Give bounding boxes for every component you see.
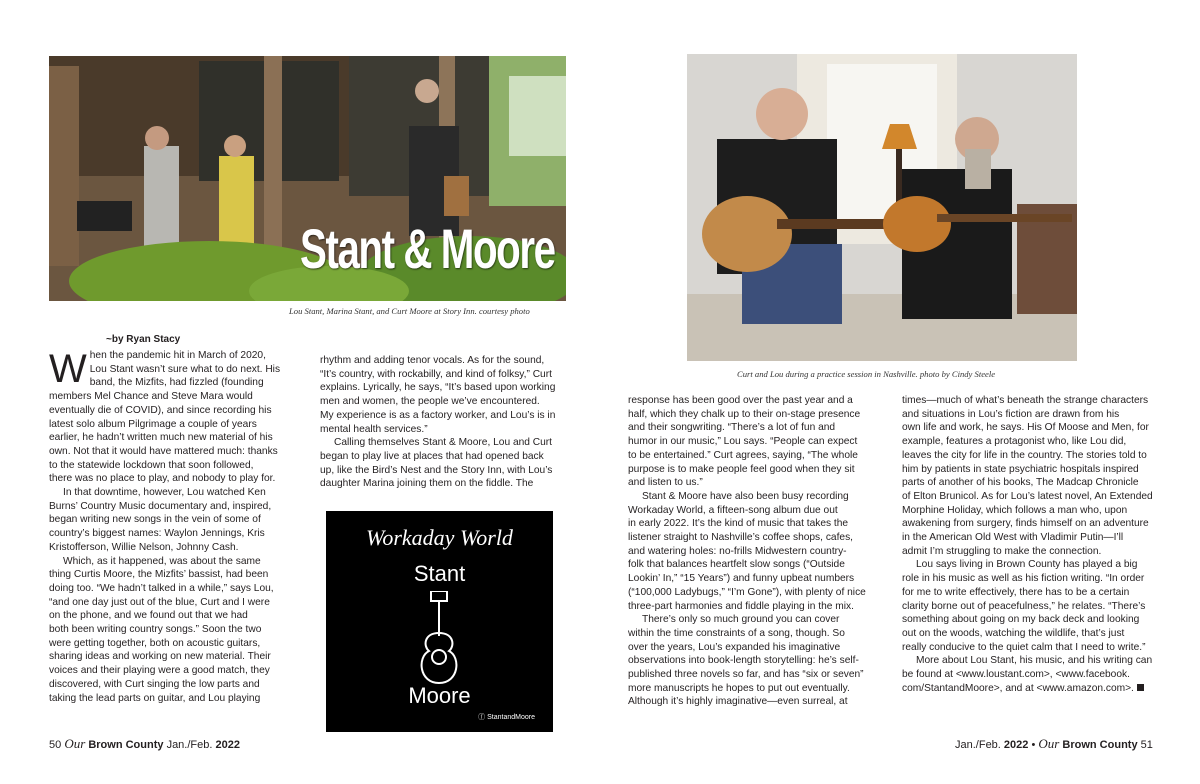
text-line: and watering holes: no-frills Midwestern country- bbox=[628, 545, 847, 557]
text-line: voices and their playing were a good match, they bbox=[49, 665, 270, 677]
text-line: doing too. “We hadn’t talked in a while,” says Lou, bbox=[49, 582, 274, 594]
text-line: thing Curtis Moore, the Mizfits’ bassist, had been bbox=[49, 569, 269, 581]
text-line: half, which they chalk up to their on-stage presence bbox=[628, 408, 861, 420]
magazine-brand-script: Our bbox=[64, 736, 86, 751]
page-number: 50 bbox=[49, 739, 62, 751]
text-line: explains. Lyrically, he says, “It’s based upon working bbox=[320, 382, 556, 394]
text-line: mental health services.” bbox=[320, 423, 428, 435]
text-line: Workaday World, a fifteen-song album due out bbox=[628, 504, 838, 516]
text-line: hen the pandemic hit in March of 2020, bbox=[89, 350, 266, 361]
text-line: “and one day just out of the blue, Curt and I were bbox=[49, 596, 270, 608]
text-line: Although it’s highly imaginative—even surreal, at bbox=[628, 696, 848, 708]
text-line: country’s biggest names: Waylon Jennings, Kris bbox=[49, 528, 265, 540]
text-line: In that downtime, however, Lou watched Ken bbox=[63, 487, 266, 499]
text-line: for me to write effectively, there has to be a certain bbox=[902, 586, 1130, 598]
text-line: began to play live at places that had opened back bbox=[320, 450, 544, 462]
text-line: began writing new songs in the vein of some of bbox=[49, 514, 261, 526]
text-line: of Elton Brunicol. As for Lou’s latest novel, An Extended bbox=[902, 490, 1153, 502]
footer-right bbox=[955, 736, 1153, 752]
text-line: sharing ideas and working on new material. Their bbox=[49, 651, 271, 663]
issue-label: Jan./Feb. bbox=[166, 739, 213, 751]
byline: ~by Ryan Stacy bbox=[106, 334, 181, 345]
text-line: own life and work, he says. His Of Moose and Men, for bbox=[902, 422, 1149, 434]
text-line: men and women, the people we’ve encountered. bbox=[320, 396, 540, 408]
text-line: and their songwriting. “There’s a lot of fun and bbox=[628, 422, 836, 434]
text-line: role in his music as well as his fiction writing. “In order bbox=[902, 573, 1145, 585]
text-line: own. Not that it would have mattered much: thanks bbox=[49, 445, 278, 457]
text-line: in the American Old West with Vladimir Putin—I’ll bbox=[902, 532, 1124, 544]
text-line: Morphine Holiday, which follows a man who, upon bbox=[902, 504, 1128, 516]
text-line: band, the Mizfits, had fizzled (founding bbox=[89, 377, 264, 389]
text-line: over the years, Lou’s expanded his imaginative bbox=[628, 641, 841, 653]
column-1 bbox=[49, 349, 294, 705]
text-line: him by patients in state psychiatric hospitals inspired bbox=[902, 463, 1139, 475]
column-2 bbox=[320, 354, 565, 491]
text-line: taking the lead parts on guitar, and Lou playing bbox=[49, 692, 261, 704]
right-photo-caption: Curt and Lou during a practice session in Nashville. photo by Cindy Steele bbox=[737, 369, 996, 379]
magazine-brand-script: Our bbox=[1038, 736, 1060, 751]
text-line: and listen to us.” bbox=[628, 477, 703, 489]
text-line: clarity borne out of peacefulness,” he relates. “There’s bbox=[902, 600, 1146, 612]
text-line: out on the woods, watching the wildlife, that’s just bbox=[902, 627, 1125, 639]
album-credit: ⓕ StantandMoore bbox=[478, 714, 535, 721]
text-line: really conducive to the quiet calm that I need to write.” bbox=[902, 641, 1146, 653]
text-line: listener straight to Nashville’s coffee shops, cafes, bbox=[628, 532, 853, 544]
text-line: daughter Marina joining them on the fiddle. The bbox=[320, 478, 534, 490]
text-line: there was no place to play, and nobody to play for. bbox=[49, 473, 276, 485]
text-line: (“100,000 Ladybugs,” “I’m Gone”), with plenty of nice bbox=[628, 586, 866, 598]
album-name-moore: Moore bbox=[408, 683, 471, 708]
text-line: example, features a protagonist who, like Lou did, bbox=[902, 436, 1127, 448]
text-line: admit I’m struggling to make the connection. bbox=[902, 545, 1102, 557]
text-line: published three novels so far, and has “six or seven” bbox=[628, 669, 864, 681]
text-line: Which, as it happened, was about the same bbox=[63, 555, 261, 567]
text-line: com/StantandMoore>, and at <www.amazon.com>. bbox=[902, 682, 1157, 696]
text-line: folk that balances heartfelt slow songs (“Outside bbox=[628, 559, 845, 571]
text-line: leaves the city for life in the country. The stories told to bbox=[902, 449, 1147, 461]
text-line: Calling themselves Stant & Moore, Lou and Curt bbox=[334, 437, 553, 449]
text-line: Lou Stant wasn’t sure what to do next. His bbox=[89, 363, 281, 375]
text-line: There’s only so much ground you can cover bbox=[642, 614, 840, 626]
text-line: and situations in Lou’s fiction are drawn from his bbox=[902, 408, 1120, 420]
column-4 bbox=[902, 394, 1157, 695]
column-3 bbox=[628, 394, 876, 709]
text-line: discovered, with Curt singing the low parts and bbox=[49, 678, 260, 690]
text-line: within the time constraints of a song, though. So bbox=[628, 627, 845, 639]
text-line: response has been good over the past year and a bbox=[628, 395, 853, 406]
text-line: three-part harmonies and fiddle playing in the mix. bbox=[628, 600, 854, 612]
text-line: on the phone, and we found out that we had bbox=[49, 610, 248, 622]
text-line: eventually die of COVID), and since recording his bbox=[49, 404, 272, 416]
text-line: be found at <www.loustant.com>, <www.facebook. bbox=[902, 669, 1130, 681]
text-line: observations into book-length storytelling: he’s self- bbox=[628, 655, 859, 667]
text-line: in early 2022. It’s the kind of music that takes the bbox=[628, 518, 849, 530]
issue-year: 2022 bbox=[1003, 739, 1029, 751]
text-line: latest solo album Pilgrimage a couple of years bbox=[49, 418, 257, 430]
magazine-brand: Brown County bbox=[88, 739, 164, 751]
text-line: times—much of what’s beneath the strange characters bbox=[902, 395, 1149, 406]
issue-label: Jan./Feb. bbox=[955, 739, 1001, 751]
left-photo-caption: Lou Stant, Marina Stant, and Curt Moore at Story Inn. courtesy photo bbox=[289, 306, 530, 316]
text-line: My experience is as a factory worker, and Lou’s is in bbox=[320, 409, 556, 421]
text-line: members Mel Chance and Steve Mara would bbox=[49, 391, 253, 403]
guitar-icon bbox=[409, 591, 469, 686]
text-line: “It’s country, with rockabilly, and kind of folksy,” Curt bbox=[320, 368, 552, 380]
text-line: parts of another of his books, The Madcap Chronicle bbox=[902, 477, 1139, 489]
magazine-brand: Brown County bbox=[1062, 739, 1138, 751]
practice-session-photo bbox=[687, 54, 1077, 361]
page-number: 51 bbox=[1140, 739, 1153, 751]
end-mark-icon bbox=[1137, 684, 1144, 691]
text-line: more manuscripts he hopes to put out eventually. bbox=[628, 682, 850, 694]
article-title: Stant & Moore bbox=[300, 217, 555, 280]
footer-left bbox=[49, 736, 240, 752]
text-line: to the statewide lockdown that soon followed, bbox=[49, 459, 254, 471]
text-line: something about going on my back deck and looking bbox=[902, 614, 1140, 626]
text-line: to be entertained.” Curt agrees, saying, “The whole bbox=[628, 449, 858, 461]
album-cover bbox=[326, 511, 553, 732]
album-name-stant: Stant bbox=[413, 561, 466, 586]
text-line: Lookin’ In,” “15 Years”) and funny upbeat numbers bbox=[628, 573, 855, 585]
text-line: Stant & Moore have also been busy recording bbox=[642, 490, 849, 502]
text-line: purpose is to make people feel good when they sit bbox=[628, 463, 855, 475]
text-line: More about Lou Stant, his music, and his writing can bbox=[916, 655, 1153, 667]
text-line: earlier, he hadn’t written much new material of his bbox=[49, 432, 273, 444]
text-line: Lou says living in Brown County has played a big bbox=[916, 559, 1138, 571]
text-line: humor in our music,” Lou says. “People can expect bbox=[628, 436, 858, 448]
album-title: Workaday World bbox=[366, 525, 513, 550]
text-line: both been writing country songs.” Soon the two bbox=[49, 624, 262, 636]
text-line: were getting together, both on acoustic guitars, bbox=[49, 637, 261, 649]
footer-separator: • bbox=[1031, 739, 1036, 751]
text-line: up, like the Bird’s Nest and the Story Inn, with Lou’s bbox=[320, 464, 553, 476]
text-line: awakening from surgery, finds himself on an adventure bbox=[902, 518, 1149, 530]
issue-year: 2022 bbox=[215, 739, 240, 751]
text-line: Kristofferson, Willie Nelson, Johnny Cash. bbox=[49, 541, 239, 553]
drop-cap: W bbox=[49, 347, 87, 391]
text-line: Burns’ Country Music documentary and, inspired, bbox=[49, 500, 272, 512]
text-line: rhythm and adding tenor vocals. As for the sound, bbox=[320, 355, 545, 366]
